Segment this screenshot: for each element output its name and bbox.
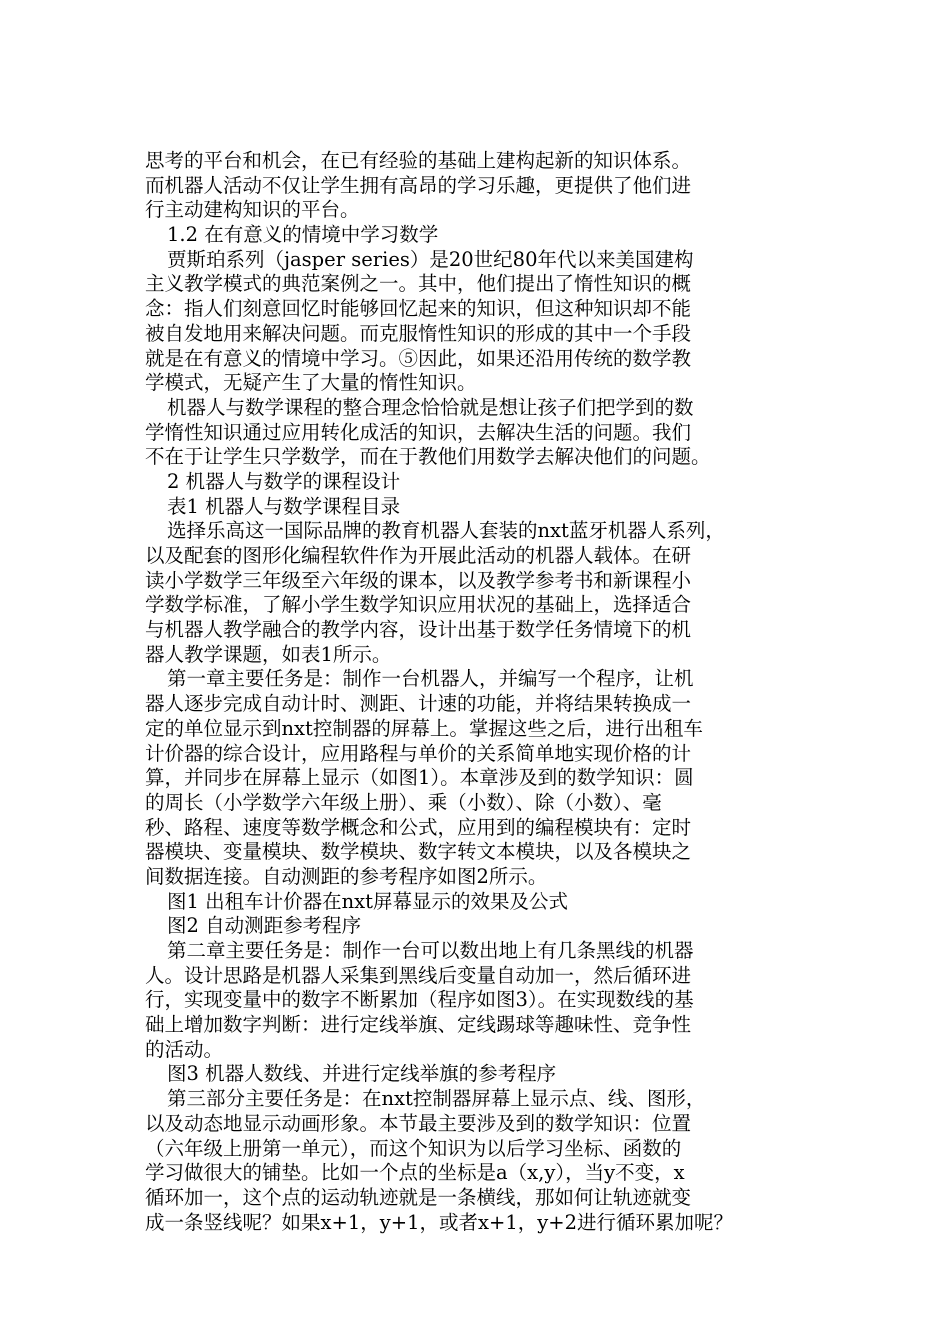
text-line: 贾斯珀系列（jasper series）是20世纪80年代以来美国建构 (167, 247, 694, 271)
text-line: 器模块、变量模块、数学模块、数字转文本模块，以及各模块之 (145, 840, 692, 864)
text-line: 行主动建构知识的平台。 (145, 198, 360, 222)
text-line: 以及配套的图形化编程软件作为开展此活动的机器人载体。在研 (145, 544, 692, 567)
text-line: 以及动态地显示动画形象。本节最主要涉及到的数学知识：位置 (145, 1111, 692, 1135)
text-line: 2 机器人与数学的课程设计 (167, 469, 401, 493)
text-line: 器人逐步完成自动计时、测距、计速的功能，并将结果转换成一 (145, 692, 692, 716)
text-line: 定的单位显示到nxt控制器的屏幕上。掌握这些之后，进行出租车 (145, 716, 703, 740)
text-line: 成一条竖线呢？如果x+1，y+1，或者x+1，y+2进行循环累加呢？ (145, 1210, 734, 1234)
text-line: 间数据连接。自动测距的参考程序如图2所示。 (145, 864, 548, 888)
text-line: 学数学标准，了解小学生数学知识应用状况的基础上，选择适合 (145, 593, 692, 617)
text-line: 第一章主要任务是：制作一台机器人，并编写一个程序，让机 (167, 667, 694, 691)
text-line: 而机器人活动不仅让学生拥有高昂的学习乐趣，更提供了他们进 (145, 173, 692, 197)
text-line: 表1 机器人与数学课程目录 (167, 494, 401, 518)
text-line: 的周长（小学数学六年级上册）、乘（小数）、除（小数）、毫 (145, 790, 662, 814)
text-line: 人。设计思路是机器人采集到黑线后变量自动加一，然后循环进 (145, 963, 692, 987)
text-line: 学习做很大的铺垫。比如一个点的坐标是a（x,y），当y不变，x (145, 1161, 685, 1185)
text-line: 学惰性知识通过应用转化成活的知识，去解决生活的问题。我们 (145, 420, 692, 444)
text-line: 与机器人教学融合的教学内容，设计出基于数学任务情境下的机 (145, 618, 692, 642)
text-line: 选择乐高这一国际品牌的教育机器人套装的nxt蓝牙机器人系列， (167, 519, 725, 543)
text-line: 1.2 在有意义的情境中学习数学 (167, 223, 439, 247)
text-line: 思考的平台和机会，在已有经验的基础上建构起新的知识体系。 (145, 149, 692, 172)
text-line: 就是在有意义的情境中学习。⑤因此，如果还沿用传统的数学教 (145, 346, 692, 370)
text-line: 图1 出租车计价器在nxt屏幕显示的效果及公式 (167, 889, 568, 913)
text-line: 主义教学模式的典范案例之一。其中，他们提出了惰性知识的概 (145, 272, 692, 296)
text-line: 础上增加数字判断：进行定线举旗、定线踢球等趣味性、竞争性 (145, 1013, 692, 1037)
text-line: 读小学数学三年级至六年级的课本，以及教学参考书和新课程小 (145, 568, 692, 592)
text-line: 被自发地用来解决问题。而克服惰性知识的形成的其中一个手段 (145, 321, 692, 345)
body-text (145, 149, 805, 1235)
text-line: 念：指人们刻意回忆时能够回忆起来的知识，但这种知识却不能 (145, 297, 692, 321)
text-line: 的活动。 (145, 1037, 224, 1061)
text-line: 算，并同步在屏幕上显示（如图1）。本章涉及到的数学知识：圆 (145, 766, 694, 790)
text-line: 第三部分主要任务是：在nxt控制器屏幕上显示点、线、图形， (167, 1087, 706, 1111)
text-line: 图2 自动测距参考程序 (167, 914, 362, 938)
text-line: 秒、路程、速度等数学概念和公式，应用到的编程模块有：定时 (145, 815, 692, 839)
text-line: 机器人与数学课程的整合理念恰恰就是想让孩子们把学到的数 (167, 395, 694, 419)
text-line: （六年级上册第一单元），而这个知识为以后学习坐标、函数的 (145, 1136, 682, 1160)
text-line: 器人教学课题，如表1所示。 (145, 642, 392, 666)
text-line: 图3 机器人数线、并进行定线举旗的参考程序 (167, 1062, 557, 1086)
text-line: 第二章主要任务是：制作一台可以数出地上有几条黑线的机器 (167, 939, 694, 962)
text-line: 计价器的综合设计，应用路程与单价的关系简单地实现价格的计 (145, 741, 692, 765)
text-line: 学模式，无疑产生了大量的惰性知识。 (145, 371, 477, 395)
text-line: 循环加一，这个点的运动轨迹就是一条横线，那如何让轨迹就变 (145, 1185, 692, 1209)
text-line: 不在于让学生只学数学，而在于教他们用数学去解决他们的问题。 (145, 445, 711, 469)
text-line: 行，实现变量中的数字不断累加（程序如图3）。在实现数线的基 (145, 988, 694, 1012)
